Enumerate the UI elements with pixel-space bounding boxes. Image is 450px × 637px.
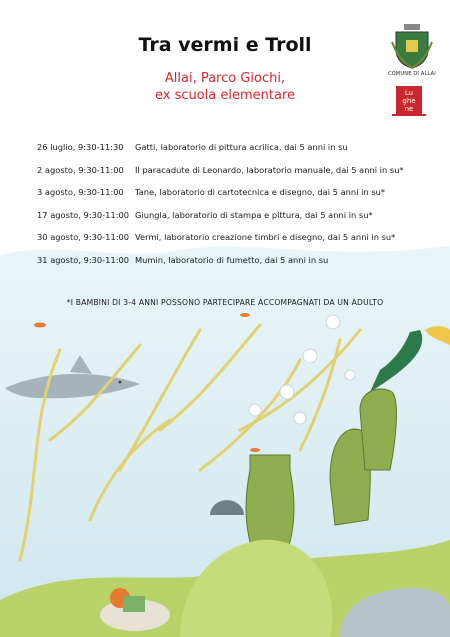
lughene-logo-text: ne xyxy=(404,105,414,113)
municipality-crest-icon xyxy=(390,22,434,70)
schedule-date: 3 agosto, 9:30-11:00 xyxy=(37,187,124,198)
schedule-description: Il paracadute di Leonardo, laboratorio manuale, dai 5 anni in su* xyxy=(135,164,404,175)
schedule-date: 17 agosto, 9:30-11:00 xyxy=(37,209,130,220)
schedule-item xyxy=(37,165,437,188)
schedule-description: Mumin, laboratorio di fumetto, dai 5 anni in su xyxy=(135,254,329,265)
schedule-item xyxy=(37,255,437,278)
lughene-underline xyxy=(392,114,426,116)
schedule-description: Giungla, laboratorio di stampa e pittura, dai 5 anni in su* xyxy=(135,209,373,220)
schedule-date: 31 agosto, 9:30-11:00 xyxy=(37,254,130,265)
schedule-item xyxy=(37,210,437,233)
age-note: *I BAMBINI DI 3-4 ANNI POSSONO PARTECIPARE ACCOMPAGNATI DA UN ADULTO xyxy=(66,298,384,307)
schedule-description: Tane, laboratorio di cartotecnica e disegno, dai 5 anni in su* xyxy=(135,187,386,198)
schedule-item xyxy=(37,187,437,210)
schedule-date: 2 agosto, 9:30-11:00 xyxy=(37,164,124,175)
schedule-description: Vermi, laboratorio creazione timbri e disegno, dai 5 anni in su* xyxy=(135,232,396,243)
schedule-item xyxy=(37,232,437,255)
location-line-1: Allai, Parco Giochi, xyxy=(164,71,286,86)
schedule-item xyxy=(37,142,437,165)
schedule-date: 30 agosto, 9:30-11:00 xyxy=(37,232,130,243)
page-title: Tra vermi e Troll xyxy=(138,34,312,56)
lughene-logo xyxy=(396,86,422,114)
lughene-logo-text: Lu xyxy=(404,89,414,97)
schedule-list xyxy=(37,142,437,278)
schedule-date: 26 luglio, 9:30-11:30 xyxy=(37,142,124,152)
schedule-description: Gatti, laboratorio di pittura acrilica, dai 5 anni in su xyxy=(135,142,348,152)
location-line-2: ex scuola elementare xyxy=(154,88,296,103)
lughene-logo-text: ghe xyxy=(402,97,416,105)
municipality-label: COMUNE DI ALLAI xyxy=(388,71,436,77)
